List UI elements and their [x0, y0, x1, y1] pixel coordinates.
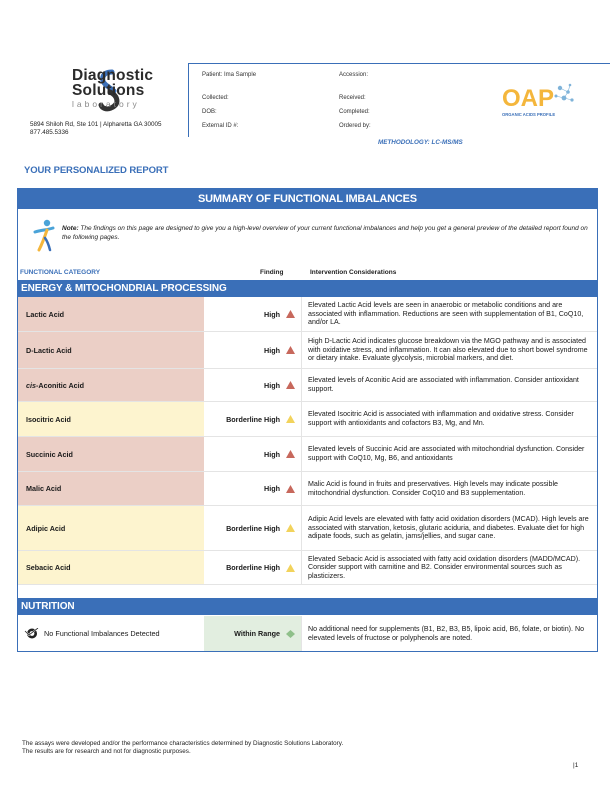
no-imbalance-icon — [24, 628, 40, 639]
table-row — [18, 551, 597, 585]
table-row — [18, 297, 597, 332]
borderline-triangle-icon — [286, 415, 295, 423]
category-cell — [18, 437, 204, 471]
lab-phone: 877.485.5336 — [30, 129, 69, 136]
note-text — [62, 225, 592, 242]
column-header-category: FUNCTIONAL CATEGORY — [20, 269, 101, 276]
category-label: Isocitric Acid — [26, 414, 71, 424]
accession-label: Accession: — [339, 72, 369, 78]
page-number: |1 — [573, 762, 579, 769]
high-triangle-icon — [286, 346, 295, 354]
nutrition-finding-label: Within Range — [234, 629, 280, 638]
nutrition-intervention-cell: No additional need for supplements (B1, B2, B3, B5, lipoic acid, B6, folate, or biotin). No elevated levels of fructose or polyphenols are noted. — [308, 624, 585, 642]
category-label: Adipic Acid — [26, 523, 66, 533]
methodology: METHODOLOGY: LC-MS/MS — [378, 139, 463, 146]
borderline-triangle-icon — [286, 524, 295, 532]
finding-label: High — [264, 484, 280, 493]
section-energy-header: ENERGY & MITOCHONDRIAL PROCESSING — [17, 280, 598, 297]
intervention-cell: Elevated levels of Aconitic Acid are associated with inflammation. Consider antioxidant support. — [308, 376, 579, 393]
personalized-report-title: YOUR PERSONALIZED REPORT — [24, 165, 169, 176]
footer-disclaimer: The assays were developed and/or the performance characteristics determined by Diagnostic Solutions Laboratory. The results are for research and not for diagnostic purposes. — [22, 740, 344, 756]
summary-title: SUMMARY OF FUNCTIONAL IMBALANCES — [17, 189, 598, 209]
category-cell — [18, 551, 204, 584]
table-row-nutrition — [18, 616, 597, 651]
intervention-cell: Adipic Acid levels are elevated with fatty acid oxidation disorders (MCAD). High levels are associated with starvation, ketosis, glutaric aciduria, and diabetes. Evaluate diet for high adipate foods, such as gelatin, jams/jellies, and sugar cane. — [308, 515, 589, 541]
category-label: Sebacic Acid — [26, 563, 71, 572]
high-triangle-icon — [286, 381, 295, 389]
lab-name-line3: laboratory — [72, 99, 140, 109]
category-cell — [18, 297, 204, 331]
finding-cell — [204, 332, 302, 368]
nutrition-category-label: No Functional Imbalances Detected — [44, 629, 160, 638]
lab-name-line2: Solutions — [72, 82, 145, 99]
category-label: Succinic Acid — [26, 449, 73, 459]
finding-label: High — [264, 449, 280, 459]
high-triangle-icon — [286, 450, 295, 458]
category-cell — [18, 369, 204, 401]
note-body: The findings on this page are designed to give you a high-level overview of your current functional imbalances and help you get a general preview of the detailed report found on the following pages. — [62, 225, 588, 241]
finding-label: High — [264, 380, 280, 390]
intervention-cell: Elevated Isocitric Acid is associated with inflammation and oxidative stress. Consider support with antioxidants and cofactors B3, Mg, and Mn. — [308, 410, 574, 427]
finding-cell — [204, 472, 302, 505]
intervention-cell: Elevated Lactic Acid levels are seen in anaerobic or metabolic conditions and are associated with inflammation. Reductions are seen with supplementation of B1, CoQ10, and/or LA. — [308, 301, 584, 327]
completed-label: Completed: — [339, 109, 370, 115]
intervention-cell: Elevated Sebacic Acid is associated with fatty acid oxidation disorders (MADD/MCAD). Consider support with carnitine and B2. Consider environmental sources such as plasticizers. — [308, 554, 581, 580]
finding-label: Borderline High — [226, 414, 280, 424]
ordered-by-label: Ordered by: — [339, 123, 371, 129]
high-triangle-icon — [286, 310, 295, 318]
within-range-diamond-icon — [286, 630, 295, 638]
finding-cell — [204, 551, 302, 584]
finding-cell — [204, 506, 302, 550]
dob-label: DOB: — [202, 109, 217, 115]
lab-address: 5894 Shiloh Rd, Ste 101 | Alpharetta GA 30005 — [30, 121, 162, 128]
nutrition-category-cell — [18, 616, 204, 651]
lab-address-block — [30, 121, 162, 137]
table-row — [18, 369, 597, 402]
column-header-intervention: Intervention Considerations — [310, 269, 397, 276]
category-label: D-Lactic Acid — [26, 345, 72, 355]
lab-name — [72, 68, 153, 109]
finding-label: Borderline High — [226, 523, 280, 533]
finding-cell — [204, 369, 302, 401]
category-cell — [18, 402, 204, 436]
collected-label: Collected: — [202, 95, 229, 101]
received-label: Received: — [339, 95, 366, 101]
nutrition-finding-cell — [204, 616, 302, 651]
section-nutrition-header: NUTRITION — [17, 598, 598, 615]
borderline-triangle-icon — [286, 564, 295, 572]
table-row — [18, 506, 597, 551]
table-row — [18, 402, 597, 437]
intervention-cell: Malic Acid is found in fruits and preservatives. High levels may indicate possible mitochondrial dysfunction. Consider CoQ10 and B3 supplementation. — [308, 479, 558, 497]
column-header-finding: Finding — [260, 269, 284, 276]
high-triangle-icon — [286, 485, 295, 493]
oap-logo-caption: ORGANIC ACIDS PROFILE — [502, 112, 556, 117]
category-cell — [18, 332, 204, 368]
lab-name-line1: Diagnostic — [72, 67, 154, 84]
person-icon — [33, 218, 55, 252]
finding-cell — [204, 402, 302, 436]
category-cell — [18, 506, 204, 550]
category-cell — [18, 472, 204, 505]
oap-logo-icon — [500, 80, 580, 122]
finding-label: Borderline High — [226, 563, 280, 572]
intervention-cell: Elevated levels of Succinic Acid are associated with mitochondrial dysfunction. Consider support with CoQ10, Mg, B6, and antioxidants — [308, 445, 585, 462]
table-row — [18, 332, 597, 369]
table-row — [18, 437, 597, 472]
finding-cell — [204, 437, 302, 471]
external-id-label: External ID #: — [202, 123, 239, 129]
finding-label: High — [264, 345, 280, 355]
table-row — [18, 472, 597, 506]
category-label: Malic Acid — [26, 484, 62, 493]
finding-label: High — [264, 309, 280, 319]
finding-cell — [204, 297, 302, 331]
intervention-cell: High D-Lactic Acid indicates glucose breakdown via the MGO pathway and is associated with oxidative stress, and inflammation. It can also elevated due to short bowel syndrome or dietary intake. Evaluate glycolysis, microbial markers, and diet. — [308, 337, 588, 363]
category-label: Lactic Acid — [26, 309, 65, 319]
note-label: Note: — [62, 225, 79, 232]
category-label: cis-Aconitic Acid — [26, 380, 85, 390]
oap-logo-letters: OAP — [502, 85, 555, 112]
patient-label: Patient: Ima Sample — [202, 72, 257, 78]
